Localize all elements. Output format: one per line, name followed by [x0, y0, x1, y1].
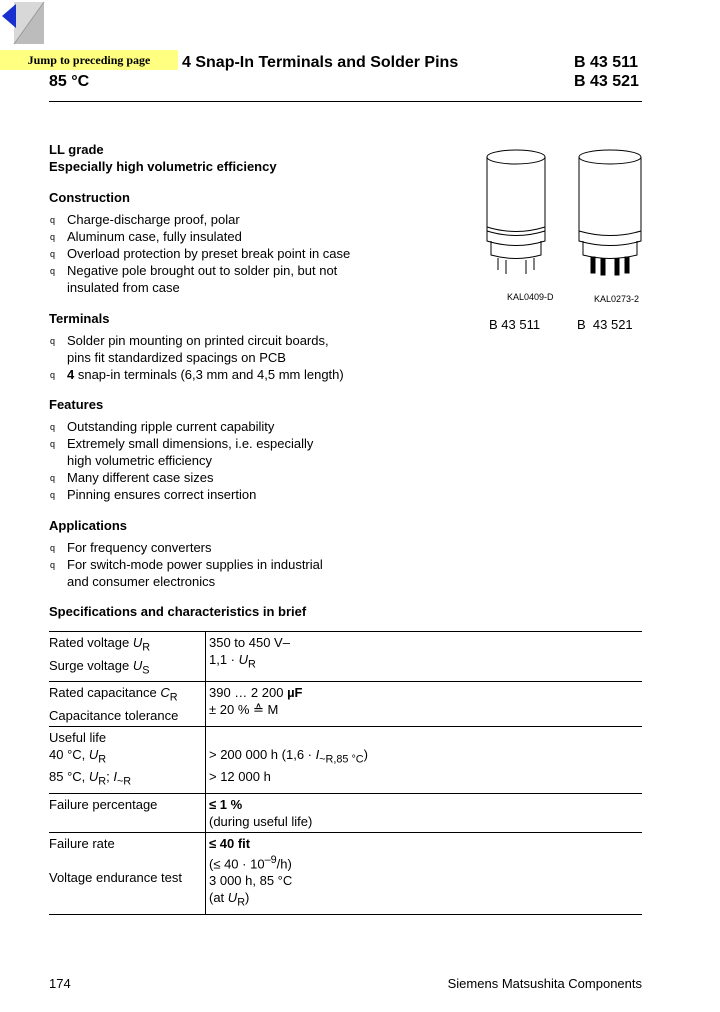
temperature-rating: 85 °C: [49, 73, 90, 90]
table-row: Failure percentage ≤ 1 % (during useful life): [49, 793, 642, 832]
figure-label-2: B 43 521: [577, 317, 633, 332]
table-row: Useful life 40 °C, $U_R$ 85 °C, $U_R$; $I_{\sim R}$ > 200 000 h $(1,6 \cdot I_{\sim R,85 ^\circ C})$ > 12 000 h: [49, 726, 642, 793]
capacitor-b43521-icon: [579, 150, 641, 275]
table-row: Failure rate Voltage endurance test ≤ 40 fit (≤ $40 \cdot 10^{-9}/h$) 3 000 h, 85 °C (at $U_R$): [49, 832, 642, 914]
list-item: Aluminum case, fully insulated: [67, 229, 242, 244]
tagline: Especially high volumetric efficiency: [49, 159, 277, 174]
list-item-continued: pins fit standardized spacings on PCB: [67, 350, 286, 365]
bullet: q: [50, 336, 56, 346]
figure-caption-2: KAL0273-2: [594, 294, 640, 304]
bullet: q: [50, 249, 56, 259]
grade-label: LL grade: [49, 142, 104, 157]
list-item: For switch-mode power supplies in industrial: [67, 557, 323, 572]
table-row: Rated capacitance $C_R$ Capacitance tolerance 390 … 2 200 µF ± 20 % ≙ M: [49, 682, 642, 727]
bullet: q: [50, 490, 56, 500]
bullet: q: [50, 543, 56, 553]
list-item: Pinning ensures correct insertion: [67, 487, 257, 502]
bullet: q: [50, 560, 56, 570]
bullet: q: [50, 215, 56, 225]
list-item-continued: high volumetric efficiency: [67, 453, 212, 468]
list-item: Overload protection by preset break point in case: [67, 246, 351, 261]
construction-heading: Construction: [49, 190, 130, 205]
list-item: Negative pole brought out to solder pin, but not: [67, 263, 338, 278]
features-heading: Features: [49, 397, 104, 412]
bullet: q: [50, 232, 56, 242]
list-item: For frequency converters: [67, 540, 212, 555]
bullet: q: [50, 266, 56, 276]
bullet: q: [50, 422, 56, 432]
list-item: Outstanding ripple current capability: [67, 419, 275, 434]
figure-caption-1: KAL0409-D: [507, 292, 554, 302]
list-item-continued: and consumer electronics: [67, 574, 216, 589]
company-name: Siemens Matsushita Components: [447, 976, 642, 991]
back-arrow-icon[interactable]: [0, 0, 46, 46]
page-title: 4 Snap-In Terminals and Solder Pins: [182, 54, 459, 71]
list-item: Extremely small dimensions, i.e. especially: [67, 436, 314, 451]
specs-table: [49, 631, 642, 915]
list-item: Charge-discharge proof, polar: [67, 212, 240, 227]
bullet: q: [50, 439, 56, 449]
capacitor-b43511-icon: [487, 150, 545, 274]
header-divider: [49, 101, 642, 102]
list-item: Many different case sizes: [67, 470, 214, 485]
list-item: Solder pin mounting on printed circuit boards,: [67, 333, 329, 348]
table-row: Rated voltage $U_R$ Surge voltage $U_S$ 350 to 450 V– $1,1 \cdot U_R$: [49, 632, 642, 682]
page-number: 174: [49, 976, 71, 991]
part-number-1: B 43 511: [574, 54, 639, 71]
list-item: 4 snap-in terminals (6,3 mm and 4,5 mm length): [67, 367, 344, 382]
jump-to-preceding-page-button[interactable]: Jump to preceding page: [0, 50, 178, 70]
specs-heading: Specifications and characteristics in brief: [49, 604, 307, 619]
list-item-continued: insulated from case: [67, 280, 180, 295]
bullet: q: [50, 473, 56, 483]
terminals-heading: Terminals: [49, 311, 110, 326]
applications-heading: Applications: [49, 518, 128, 533]
bullet: q: [50, 370, 56, 380]
part-number-2: B 43 521: [574, 73, 639, 90]
figure-label-1: B 43 511: [489, 317, 541, 332]
